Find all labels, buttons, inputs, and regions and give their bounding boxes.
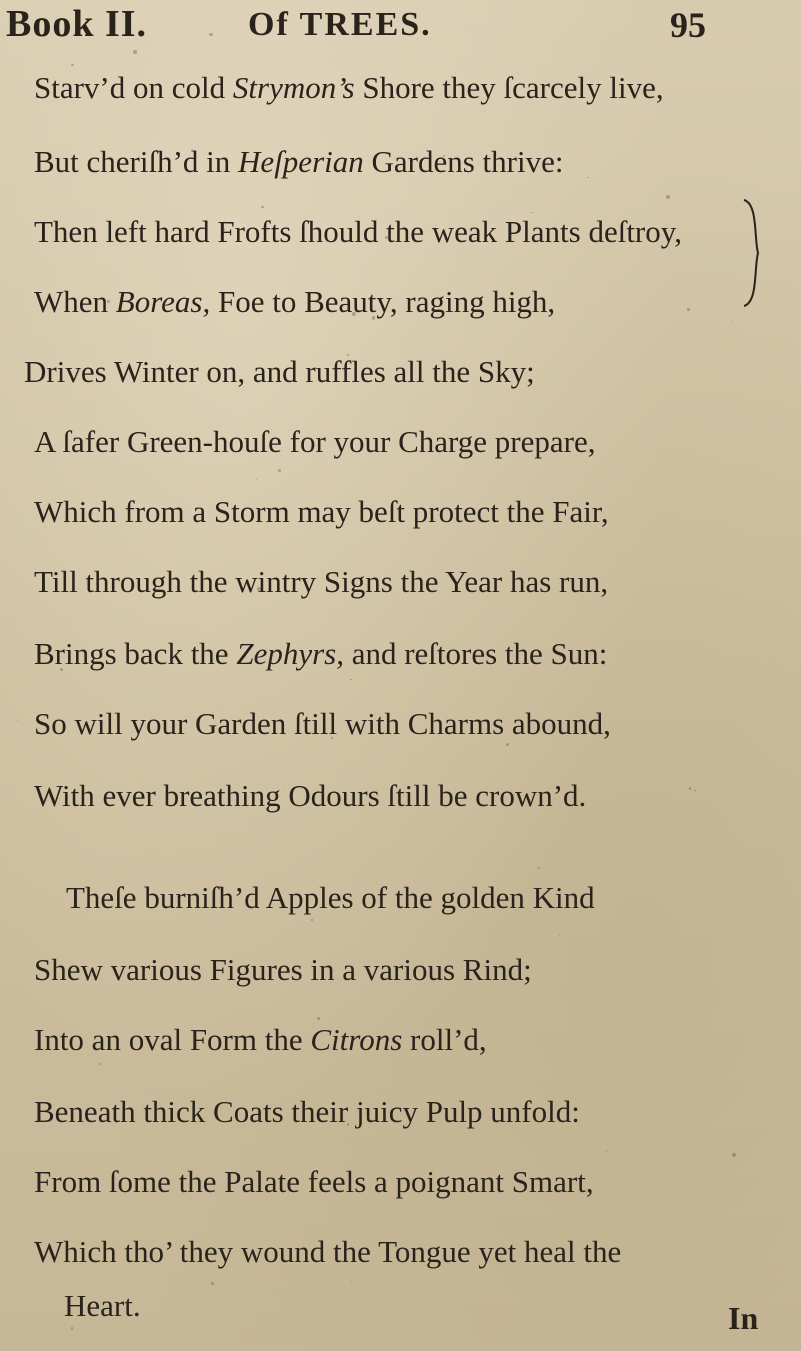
verse-text: From ſome the Palate feels a poignant Smart,	[34, 1164, 594, 1199]
verse-text: Foe to Beauty, raging high,	[210, 284, 556, 319]
verse-text: Heart.	[64, 1288, 141, 1323]
paper-speck	[742, 1300, 743, 1301]
italic-word: Boreas,	[115, 284, 211, 319]
verse-text: A ſafer Green-houſe for your Charge prepare,	[34, 424, 596, 459]
verse-text: Which from a Storm may beſt protect the Fair,	[34, 494, 609, 529]
paper-speck	[385, 236, 388, 239]
paper-speck	[687, 308, 690, 311]
italic-word: Citrons	[310, 1022, 403, 1057]
paper-speck	[351, 1281, 352, 1282]
verse-text: Gardens thrive:	[363, 144, 564, 179]
paper-speck	[17, 720, 18, 721]
paper-speck	[209, 33, 213, 37]
verse-line	[34, 216, 682, 247]
verse-text: roll’d,	[402, 1022, 487, 1057]
paper-speck	[347, 1123, 349, 1125]
paper-speck	[71, 1327, 73, 1329]
verse-text: Then left hard Frofts ſhould the weak Plants deſtroy,	[34, 214, 682, 249]
paper-speck	[211, 1282, 214, 1285]
book-number: Book II.	[6, 3, 148, 45]
verse-text: When	[34, 284, 116, 319]
running-head	[0, 0, 801, 52]
paper-speck	[506, 743, 509, 746]
paper-speck	[559, 935, 560, 936]
paper-speck	[99, 1063, 101, 1065]
verse-text: Starv’d on cold	[34, 70, 233, 105]
paper-speck	[257, 587, 261, 591]
paper-speck	[256, 479, 257, 480]
verse-line	[34, 1166, 594, 1197]
verse-line	[34, 146, 563, 177]
verse-line	[34, 72, 664, 103]
paper-speck	[331, 737, 333, 739]
paper-speck	[133, 50, 136, 53]
verse-text: Till through the wintry Signs the Year has run,	[34, 564, 609, 599]
verse-line	[34, 780, 586, 811]
italic-word: Zephyrs,	[236, 636, 344, 671]
verse-line	[34, 1024, 487, 1055]
verse-text: So will your Garden ſtill with Charms abound,	[34, 706, 611, 741]
italic-word: Strymon’s	[232, 70, 355, 105]
verse-line	[34, 566, 608, 597]
verse-line	[34, 496, 609, 527]
catchword: In	[728, 1300, 759, 1336]
verse-line	[34, 954, 532, 985]
verse-text: Which tho’ they wound the Tongue yet heal the	[34, 1234, 622, 1269]
verse-text: and reſtores the Sun:	[343, 636, 608, 671]
paper-speck	[311, 919, 313, 921]
paper-speck	[352, 312, 356, 316]
paper-speck	[71, 64, 73, 66]
verse-line	[34, 1096, 580, 1127]
verse-line	[34, 708, 611, 739]
verse-text: Brings back the	[34, 636, 237, 671]
verse-text: Shew various Figures in a various Rind;	[34, 952, 532, 987]
paper-speck	[694, 790, 695, 791]
verse-line	[34, 286, 555, 317]
paper-speck	[732, 320, 733, 321]
paper-speck	[372, 316, 376, 320]
paper-speck	[225, 1047, 227, 1049]
verse-text: Shore they ſcarcely live,	[354, 70, 664, 105]
paper-speck	[317, 1017, 320, 1020]
paper-speck	[587, 177, 589, 179]
chapter-title: Of TREES.	[248, 6, 432, 43]
paper-speck	[538, 867, 540, 869]
verse-line	[64, 1290, 141, 1321]
verse-line	[34, 426, 595, 457]
verse-line	[66, 882, 595, 913]
verse-line	[24, 356, 535, 387]
paper-speck	[666, 195, 669, 198]
verse-text: Theſe burniſh’d Apples of the golden Kind	[66, 880, 595, 915]
paper-speck	[278, 469, 281, 472]
paper-speck	[261, 206, 264, 209]
triplet-brace	[740, 198, 766, 308]
verse-text: Beneath thick Coats their juicy Pulp unfold:	[34, 1094, 580, 1129]
verse-text: Into an oval Form the	[34, 1022, 311, 1057]
verse-text: Drives Winter on, and ruffles all the Sky;	[24, 354, 535, 389]
paper-speck	[689, 787, 691, 789]
paper-speck	[606, 1150, 608, 1152]
verse-text: But cheriſh’d in	[34, 144, 239, 179]
paper-speck	[350, 679, 352, 681]
verse-line	[34, 1236, 621, 1267]
verse-line	[34, 638, 607, 669]
italic-word: Heſperian	[238, 144, 364, 179]
page-number: 95	[670, 5, 706, 45]
verse-text: With ever breathing Odours ſtill be crown’d.	[34, 778, 587, 813]
paper-speck	[732, 1153, 736, 1157]
